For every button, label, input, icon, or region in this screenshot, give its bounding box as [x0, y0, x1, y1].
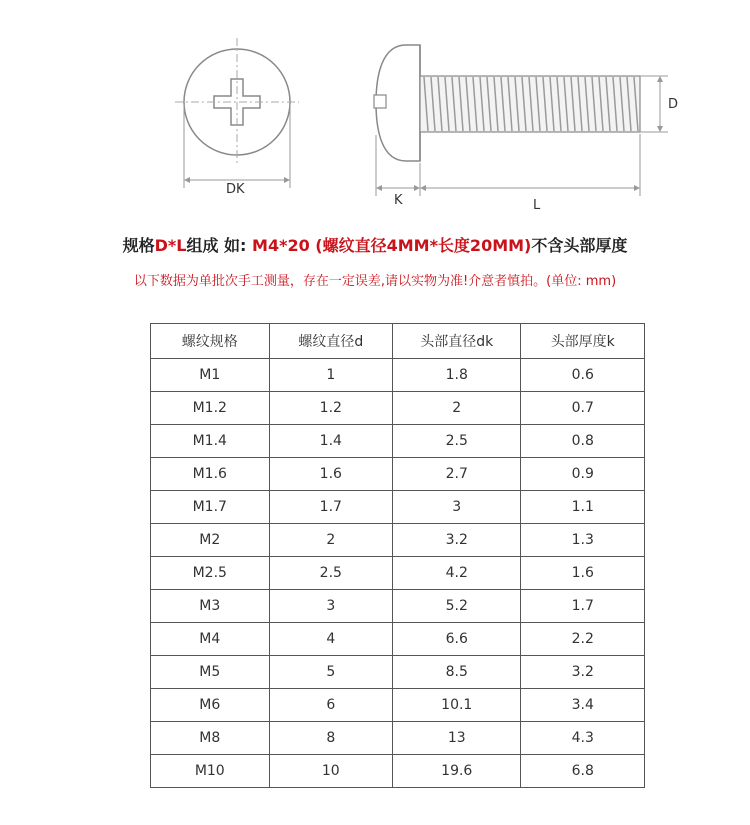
table-row — [151, 722, 645, 755]
cell-thread-spec: M2 — [151, 524, 270, 557]
screw-diagram — [0, 0, 750, 225]
cell-head-thickness: 0.6 — [521, 359, 645, 392]
cell-head-thickness: 1.1 — [521, 491, 645, 524]
cell-thread-diameter: 1.4 — [269, 425, 393, 458]
cell-head-diameter: 4.2 — [393, 557, 521, 590]
cell-thread-diameter: 1.7 — [269, 491, 393, 524]
table-row — [151, 557, 645, 590]
cell-thread-diameter: 2.5 — [269, 557, 393, 590]
cell-head-diameter: 2.7 — [393, 458, 521, 491]
cell-head-thickness: 4.3 — [521, 722, 645, 755]
cell-thread-spec: M3 — [151, 590, 270, 623]
table-row — [151, 359, 645, 392]
cell-thread-spec: M1.7 — [151, 491, 270, 524]
title-part-3: 组成 如: — [186, 236, 253, 255]
cell-thread-diameter: 1.6 — [269, 458, 393, 491]
table-row — [151, 755, 645, 788]
spec-title — [0, 233, 750, 256]
header-head-diameter: 头部直径dk — [393, 324, 521, 359]
header-thread-spec: 螺纹规格 — [151, 324, 270, 359]
dimension-label-l: L — [533, 198, 541, 213]
cell-head-diameter: 8.5 — [393, 656, 521, 689]
table-row — [151, 623, 645, 656]
screw-head-top-view — [175, 38, 299, 188]
cell-head-thickness: 0.7 — [521, 392, 645, 425]
cell-thread-spec: M6 — [151, 689, 270, 722]
header-head-thickness: 头部厚度k — [521, 324, 645, 359]
cell-head-diameter: 2.5 — [393, 425, 521, 458]
cell-head-diameter: 1.8 — [393, 359, 521, 392]
cell-thread-diameter: 1.2 — [269, 392, 393, 425]
cell-thread-diameter: 10 — [269, 755, 393, 788]
cell-thread-spec: M10 — [151, 755, 270, 788]
cell-head-thickness: 1.6 — [521, 557, 645, 590]
spec-table — [150, 323, 645, 788]
cell-thread-spec: M2.5 — [151, 557, 270, 590]
table-row — [151, 689, 645, 722]
title-part-4: M4*20 (螺纹直径4MM*长度20MM) — [252, 236, 532, 255]
cell-thread-spec: M8 — [151, 722, 270, 755]
cell-thread-spec: M1 — [151, 359, 270, 392]
cell-thread-spec: M1.4 — [151, 425, 270, 458]
title-part-2: D*L — [154, 236, 187, 255]
cell-thread-spec: M4 — [151, 623, 270, 656]
title-part-5: 不含头部厚度 — [531, 236, 628, 255]
cell-head-diameter: 6.6 — [393, 623, 521, 656]
measurement-note: 以下数据为单批次手工测量，存在一定误差,请以实物为准!介意者慎拍。(单位: mm) — [133, 274, 617, 289]
cell-head-thickness: 6.8 — [521, 755, 645, 788]
screw-side-view — [374, 45, 668, 196]
cell-head-diameter: 2 — [393, 392, 521, 425]
cell-head-diameter: 5.2 — [393, 590, 521, 623]
table-header-row — [151, 324, 645, 359]
cell-head-thickness: 2.2 — [521, 623, 645, 656]
table-row — [151, 458, 645, 491]
title-part-1: 规格 — [122, 236, 155, 255]
cell-head-diameter: 3.2 — [393, 524, 521, 557]
cell-head-thickness: 3.4 — [521, 689, 645, 722]
cell-thread-spec: M1.2 — [151, 392, 270, 425]
table-body — [151, 359, 645, 788]
cell-head-diameter: 3 — [393, 491, 521, 524]
header-thread-diameter: 螺纹直径d — [269, 324, 393, 359]
table-row — [151, 491, 645, 524]
cell-thread-spec: M5 — [151, 656, 270, 689]
dimension-label-dk: DK — [226, 182, 245, 197]
dimension-label-k: K — [394, 193, 403, 208]
table-row — [151, 425, 645, 458]
screw-drawing — [0, 0, 750, 225]
cell-head-diameter: 19.6 — [393, 755, 521, 788]
cell-head-thickness: 0.9 — [521, 458, 645, 491]
cell-head-thickness: 1.3 — [521, 524, 645, 557]
cell-thread-diameter: 3 — [269, 590, 393, 623]
table-row — [151, 590, 645, 623]
cell-thread-diameter: 6 — [269, 689, 393, 722]
cell-head-thickness: 0.8 — [521, 425, 645, 458]
cell-thread-diameter: 4 — [269, 623, 393, 656]
cell-head-thickness: 1.7 — [521, 590, 645, 623]
cell-thread-spec: M1.6 — [151, 458, 270, 491]
cell-head-diameter: 10.1 — [393, 689, 521, 722]
cell-thread-diameter: 2 — [269, 524, 393, 557]
table-row — [151, 656, 645, 689]
cell-thread-diameter: 5 — [269, 656, 393, 689]
table-row — [151, 392, 645, 425]
table-row — [151, 524, 645, 557]
cell-head-diameter: 13 — [393, 722, 521, 755]
cell-head-thickness: 3.2 — [521, 656, 645, 689]
cell-thread-diameter: 8 — [269, 722, 393, 755]
dimension-label-d: D — [668, 97, 679, 112]
cell-thread-diameter: 1 — [269, 359, 393, 392]
